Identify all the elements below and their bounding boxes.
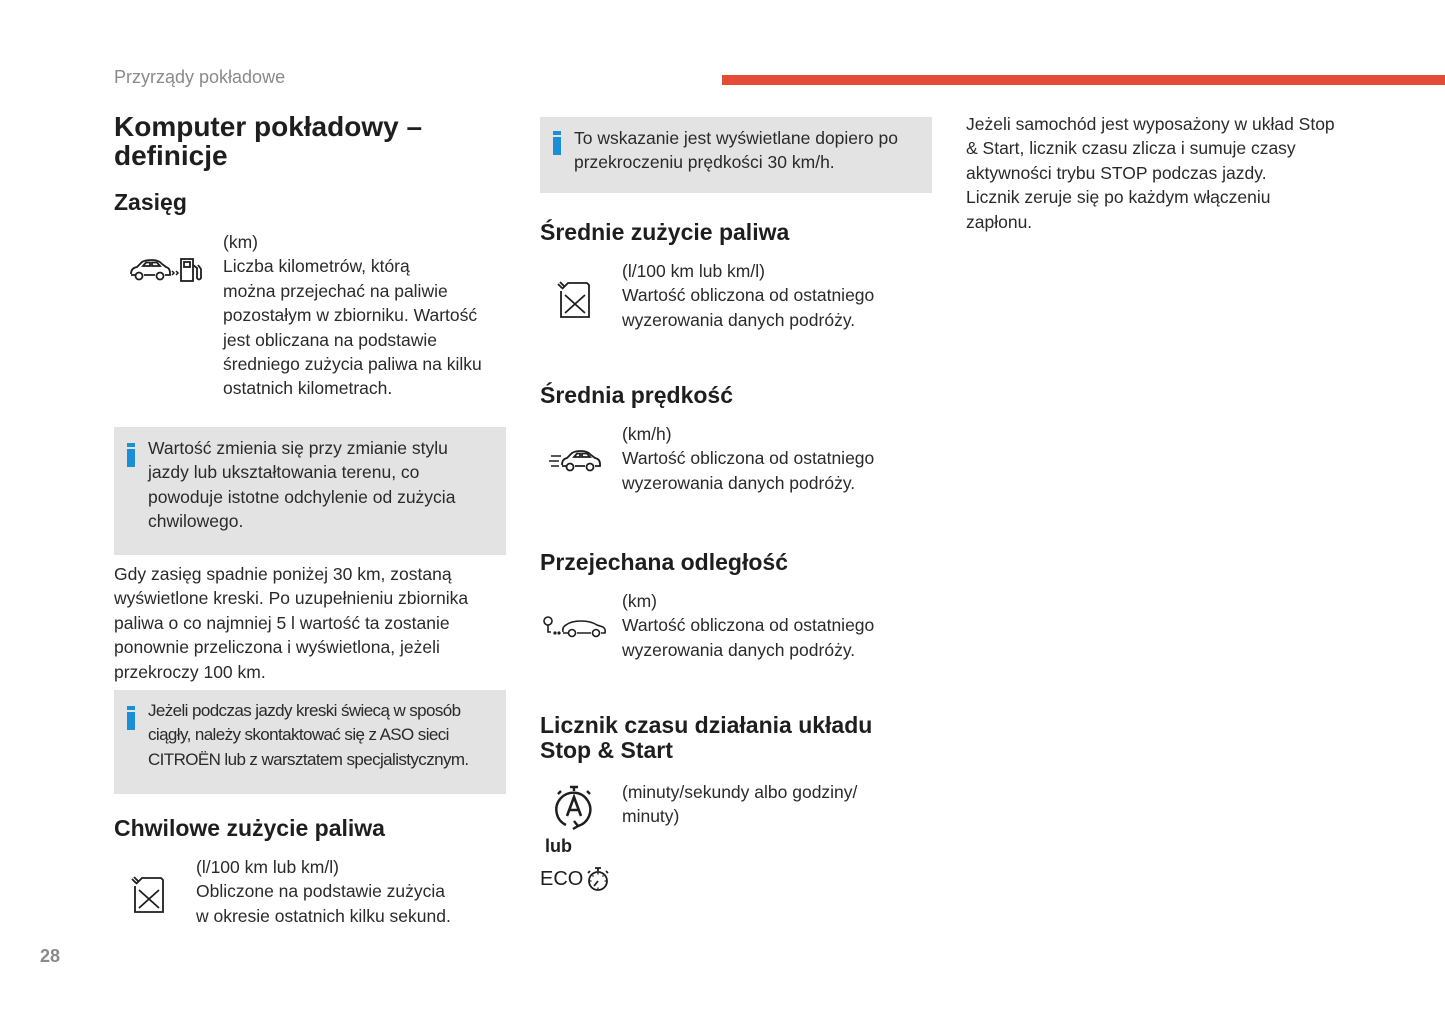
range-dashes-paragraph: [114, 562, 468, 684]
text-line: w okresie ostatnich kilku sekund.: [196, 905, 451, 926]
note-text: [148, 699, 469, 772]
heading-srednia-predkosc: Średnia prędkość: [540, 382, 734, 408]
heading-line: Stop & Start: [540, 736, 673, 763]
text-line: Wartość obliczona od ostatniego: [622, 448, 875, 469]
text-line: Liczba kilometrów, którą: [223, 256, 410, 277]
chwilowe-unit: (l/100 km lub km/l): [196, 857, 339, 877]
srednia-predkosc-description: [622, 422, 874, 495]
page-number: 28: [40, 946, 61, 966]
info-note-style: [114, 427, 506, 555]
text-line: wyzerowania danych podróży.: [622, 639, 856, 660]
car-to-fuel-pump-icon: [128, 255, 204, 285]
text-line: paliwa o co najmniej 5 l wartość ta zostanie: [114, 612, 450, 633]
text-line: & Start, licznik czasu zlicza i sumuje czasy: [966, 138, 1296, 159]
srednie-zuzycie-description: [622, 259, 874, 332]
info-icon: [553, 131, 561, 155]
text-line: Jeżeli podczas jazdy kreski świecą w sposób: [148, 701, 461, 720]
heading-zasieg: Zasięg: [114, 189, 187, 215]
srednie-zuzycie-unit: (l/100 km lub km/l): [622, 261, 765, 281]
text-line: ostatnich kilometrach.: [223, 378, 393, 399]
przejechana-unit: (km): [622, 591, 657, 611]
text-line: przekroczy 100 km.: [114, 661, 266, 682]
text-line: (minuty/sekundy albo godziny/: [622, 782, 858, 802]
text-line: CITROËN lub z warsztatem specjalistycznym.: [148, 749, 469, 769]
note-text: [148, 436, 455, 534]
srednia-predkosc-unit: (km/h): [622, 424, 672, 444]
heading-line: Licznik czasu działania układu: [540, 712, 873, 738]
text-line: Wartość zmienia się przy zmianie stylu: [148, 438, 448, 458]
heading-przejechana: Przejechana odległość: [540, 549, 788, 575]
info-note-dashes: [114, 690, 506, 794]
fuel-can-icon: [130, 874, 166, 914]
text-line: Jeżeli samochód jest wyposażony w układ Stop: [966, 114, 1335, 134]
text-line: aktywności trybu STOP podczas jazdy.: [966, 162, 1267, 183]
or-label: lub: [545, 836, 572, 856]
info-icon: [127, 443, 135, 467]
text-line: ponownie przeliczona i wyświetlona, jeżeli: [114, 637, 440, 658]
text-line: zapłonu.: [966, 211, 1033, 232]
stop-start-auto-icon: [552, 784, 596, 832]
zasieg-description: [223, 230, 482, 401]
text-line: To wskazanie jest wyświetlane dopiero po: [574, 128, 898, 148]
page-title: Komputer pokładowy – definicje: [114, 111, 423, 171]
note-text: [574, 126, 898, 175]
stop-start-unit: [622, 780, 857, 829]
fuel-can-icon: [556, 279, 592, 319]
text-line: można przejechać na paliwie: [223, 280, 448, 301]
text-line: chwilowego.: [148, 511, 244, 532]
eco-label: ECO: [540, 867, 584, 890]
chwilowe-description: [196, 855, 451, 928]
text-line: Obliczone na podstawie zużycia: [196, 881, 446, 902]
zasieg-unit: (km): [223, 232, 258, 252]
text-line: Licznik zeruje się po każdym włączeniu: [966, 187, 1271, 208]
text-line: Gdy zasięg spadnie poniżej 30 km, zostaną: [114, 564, 452, 584]
text-line: ciągły, należy skontaktować się z ASO sieci: [148, 725, 449, 745]
text-line: jazdy lub ukształtowania terenu, co: [148, 462, 420, 483]
text-line: wyświetlone kreski. Po uzupełnieniu zbiornika: [114, 588, 469, 609]
text-line: wyzerowania danych podróży.: [622, 472, 856, 493]
text-line: przekroczeniu prędkości 30 km/h.: [574, 152, 835, 173]
heading-chwilowe: Chwilowe zużycie paliwa: [114, 815, 385, 841]
text-line: średniego zużycia paliwa na kilku: [223, 354, 482, 375]
info-icon: [127, 706, 135, 730]
text-line: Wartość obliczona od ostatniego: [622, 615, 875, 636]
pin-to-car-icon: [541, 614, 609, 640]
przejechana-description: [622, 589, 874, 662]
heading-stop-start: [540, 713, 872, 762]
heading-srednie-zuzycie: Średnie zużycie paliwa: [540, 219, 790, 245]
text-line: pozostałym w zbiorniku. Wartość: [223, 305, 478, 326]
speeding-car-icon: [547, 448, 603, 474]
text-line: jest obliczana na podstawie: [223, 329, 438, 350]
info-note-speed-threshold: [540, 117, 932, 193]
eco-stopwatch-icon: [540, 866, 611, 892]
text-line: powoduje istotne odchylenie od zużycia: [148, 486, 456, 507]
text-line: minuty): [622, 806, 680, 827]
section-label: Przyrządy pokładowe: [114, 67, 286, 87]
stop-start-explanation: [966, 112, 1335, 234]
text-line: wyzerowania danych podróży.: [622, 309, 856, 330]
text-line: Wartość obliczona od ostatniego: [622, 285, 875, 306]
header-accent-bar: [722, 75, 1445, 85]
